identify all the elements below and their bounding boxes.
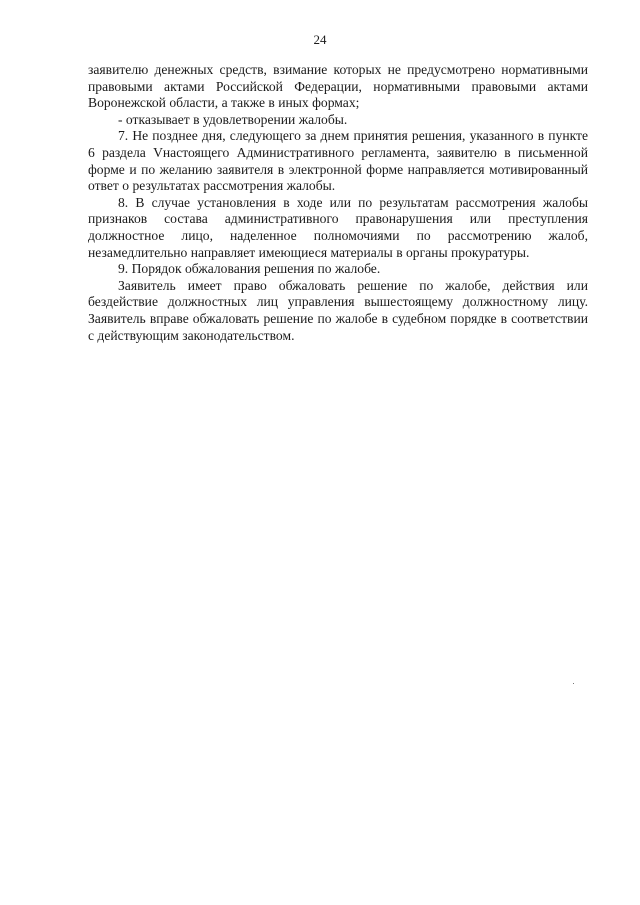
page-number: 24 (313, 32, 327, 47)
document-body (88, 62, 588, 344)
scan-speck (573, 683, 574, 684)
paragraph-item-9: 9. Порядок обжалования решения по жалобе. (118, 261, 381, 277)
paragraph-item-8: 8. В случае установления в ходе или по результатам рассмотрения жалобы признаков состава административного правонарушения или преступления должностное лицо, наделенное полномочиями по рассмотрению жалоб, незамедлительно направляет имеющиеся материалы в органы прокуратуры. (88, 194, 588, 260)
paragraph-continuation: заявителю денежных средств, взимание которых не предусмотрено нормативными правовыми актами Российской Федерации, нормативными правовыми актами Воронежской области, а также в иных формах; (88, 62, 588, 111)
paragraph-refuse-complaint: - отказывает в удовлетворении жалобы. (118, 111, 348, 127)
paragraph-item-7: 7. Не позднее дня, следующего за днем принятия решения, указанного в пункте 6 раздела Vнастоящего Административного регламента, заявителю в письменной форме и по желанию заявителя в электронной форме направляется мотивированный ответ о результатах рассмотрения жалобы. (88, 128, 588, 194)
paragraph-appeal-right: Заявитель имеет право обжаловать решение по жалобе, действия или бездействие должностных лиц управления вышестоящему должностному лицу. Заявитель вправе обжаловать решение по жалобе в судебном порядке в соответствии с действующим законодательством. (88, 277, 588, 343)
